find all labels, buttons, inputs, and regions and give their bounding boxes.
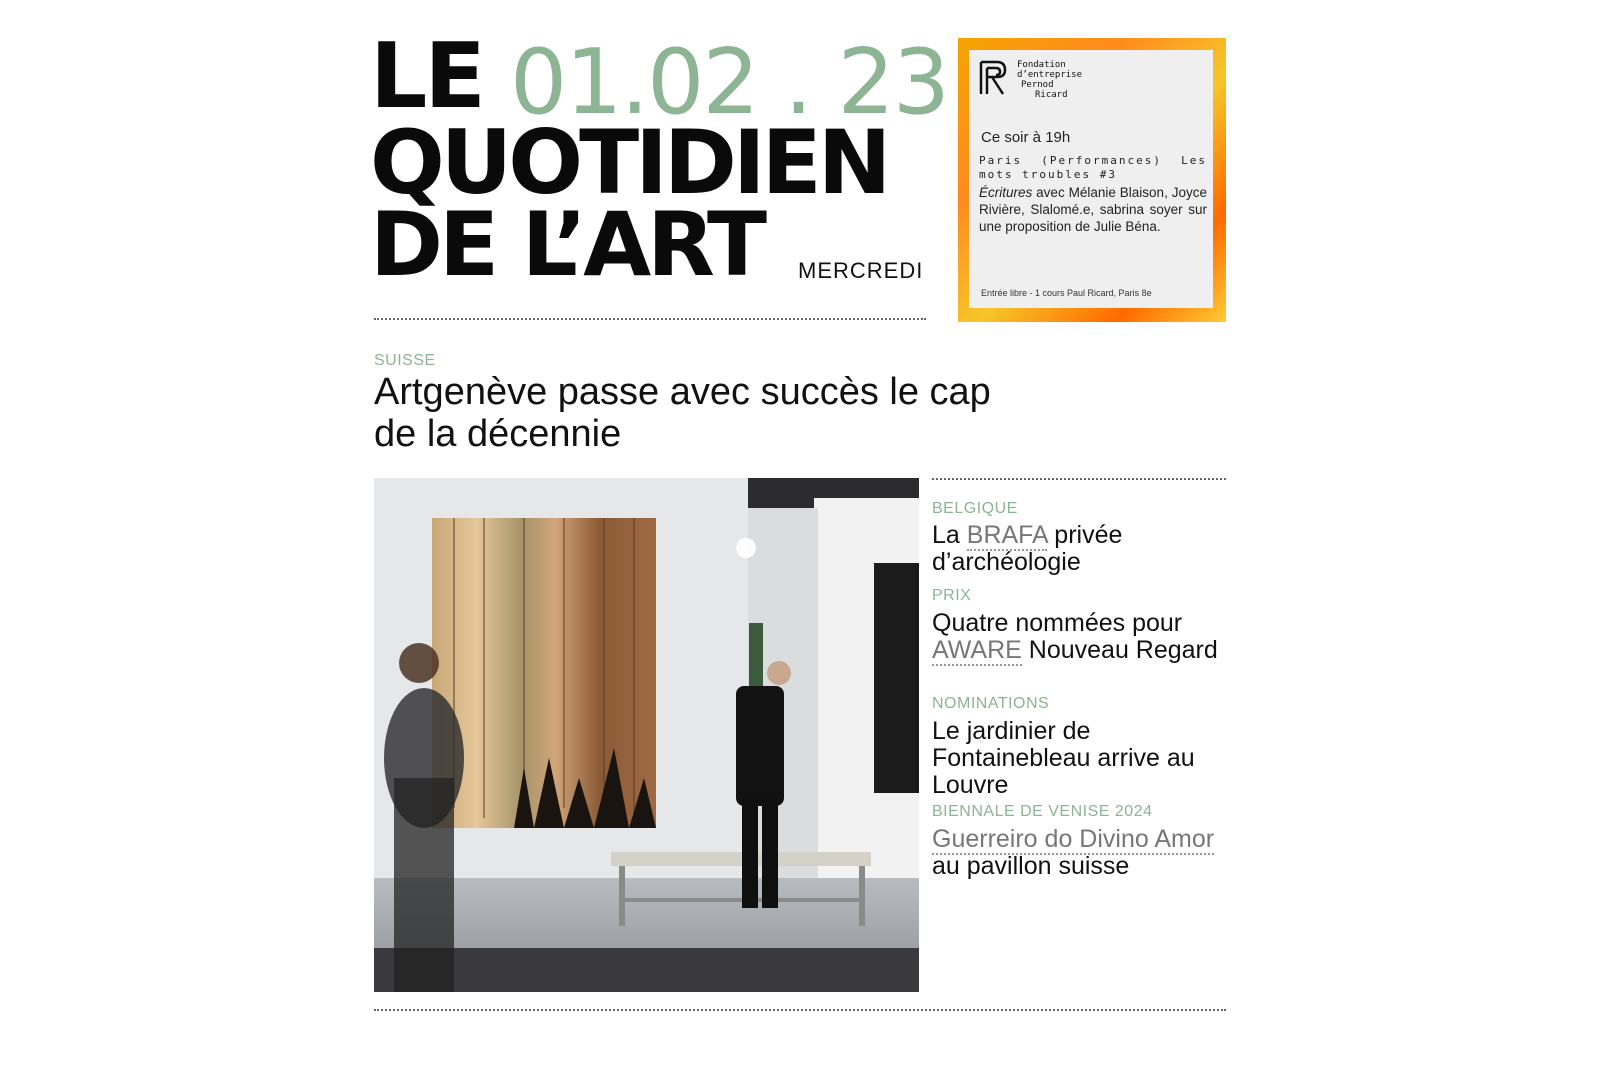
masthead-de-lart: DE L’ART <box>370 193 764 296</box>
sidebar-headline-aware[interactable]: Quatre nommées pour AWARE Nouveau Regard <box>932 609 1218 664</box>
sidebar-headline-brafa[interactable]: La BRAFA privée d’archéologie <box>932 521 1123 576</box>
masthead-quotidien: QUOTIDIEN <box>370 111 888 214</box>
pernod-ricard-logo-icon <box>979 60 1009 96</box>
sponsor-ad-panel <box>969 50 1213 308</box>
sidebar-headline-louvre[interactable]: Le jardinier de Fontainebleau arrive au Louvre <box>932 717 1195 799</box>
link-guerreiro[interactable]: Guerreiro do Divino Amor <box>932 825 1215 853</box>
sponsor-ad[interactable] <box>958 38 1226 322</box>
link-aware[interactable]: AWARE <box>932 636 1022 664</box>
divider-top <box>374 318 926 320</box>
event-line: Paris (Performances) Les mots troubles #3 <box>979 154 1207 181</box>
event-description <box>979 154 1207 235</box>
event-rest: avec Mélanie Blaison, Joyce Rivière, Slalomé.e, sabrina soyer sur une proposition de Julie Béna. <box>979 185 1207 234</box>
event-italic: Écritures <box>979 185 1033 200</box>
masthead <box>370 24 948 296</box>
weekday: MERCREDI <box>798 258 924 283</box>
issue-date: 01.02 . 23 <box>510 30 948 135</box>
lead-headline[interactable]: Artgenève passe avec succès le cap de la décennie <box>374 371 991 455</box>
divider-bottom <box>374 1009 1226 1011</box>
gallery-scene-image <box>374 478 919 992</box>
link-brafa[interactable]: BRAFA <box>966 521 1048 549</box>
event-address: Entrée libre - 1 cours Paul Ricard, Paris 8e <box>981 288 1152 298</box>
sponsor-name: Fondation d’entreprise Pernod Ricard <box>1017 60 1083 100</box>
event-time: Ce soir à 19h <box>981 129 1071 146</box>
sidebar-kicker-belgique: BELGIQUE <box>932 500 1018 517</box>
divider-sidebar <box>932 478 1226 480</box>
masthead-le: LE <box>370 24 483 129</box>
lead-kicker: SUISSE <box>374 352 436 369</box>
sidebar-kicker-biennale: BIENNALE DE VENISE 2024 <box>932 803 1153 820</box>
sidebar-kicker-prix: PRIX <box>932 587 972 604</box>
lead-photo[interactable] <box>374 478 919 992</box>
sidebar-kicker-nominations: NOMINATIONS <box>932 695 1050 712</box>
sidebar-headline-pavillon[interactable]: Guerreiro do Divino Amor au pavillon suisse <box>932 825 1215 880</box>
